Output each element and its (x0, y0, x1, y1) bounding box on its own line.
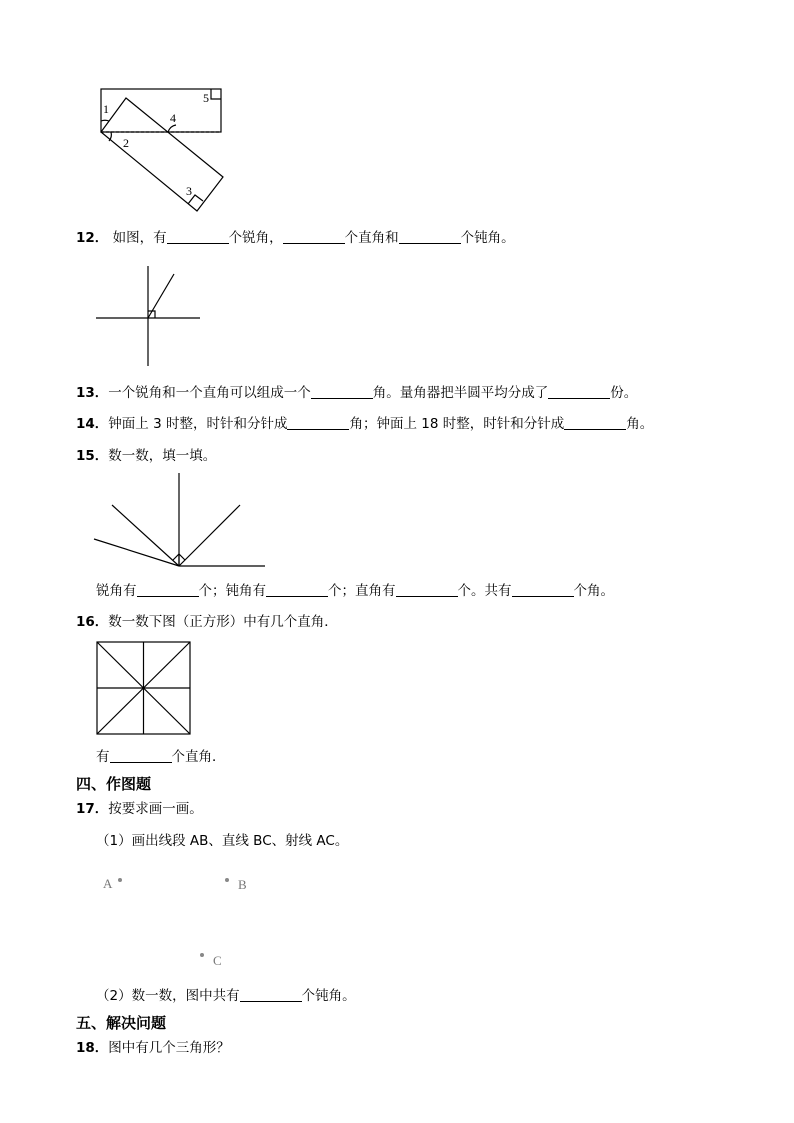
label-5: 5 (203, 91, 209, 105)
question-17-part2: （2）数一数，图中共有 个钝角。 (96, 988, 356, 1004)
answer-blank[interactable] (311, 384, 373, 399)
answer-blank[interactable] (548, 384, 610, 399)
figure-square-divided (96, 641, 192, 735)
answer-blank[interactable] (137, 582, 199, 597)
answer-blank[interactable] (564, 415, 626, 430)
label-3: 3 (186, 184, 192, 198)
point-a-label: A (103, 876, 113, 891)
label-2: 2 (123, 136, 129, 150)
answer-blank[interactable] (512, 582, 574, 597)
label-4: 4 (170, 111, 176, 125)
figure-rectangles-angles (90, 80, 240, 220)
answer-blank[interactable] (399, 229, 461, 244)
answer-blank[interactable] (287, 415, 349, 430)
figure-cross-lines (94, 264, 204, 368)
answer-blank[interactable] (396, 582, 458, 597)
answer-blank[interactable] (167, 229, 229, 244)
section-title-problem-solving: 五、解决问题 (76, 1014, 167, 1032)
point-a-dot (118, 878, 122, 882)
figure-rays-angles (90, 470, 270, 570)
point-b-label: B (238, 877, 247, 892)
question-15-answers: 锐角有 个；钝角有 个；直角有 个。共有 个角。 (96, 583, 614, 599)
point-b-dot (225, 878, 229, 882)
answer-blank[interactable] (110, 748, 172, 763)
angle-arc-4 (168, 125, 176, 132)
question-12: 12． 如图，有 个锐角， 个直角和 个钝角。 (76, 230, 515, 246)
question-13: 13．一个锐角和一个直角可以组成一个 角。量角器把半圆平均分成了 份。 (76, 385, 638, 401)
tilted-rectangle (101, 98, 223, 211)
angle-arc-1 (101, 120, 109, 121)
point-c-dot (200, 953, 204, 957)
section-title-drawing: 四、作图题 (76, 775, 152, 793)
label-1: 1 (103, 102, 109, 116)
answer-blank[interactable] (266, 582, 328, 597)
question-16-title: 16．数一数下图（正方形）中有几个直角． (76, 614, 338, 630)
question-17-title: 17．按要求画一画。 (76, 801, 203, 817)
point-c-label: C (213, 953, 222, 968)
point-a (103, 876, 112, 892)
question-14: 14．钟面上 3 时整，时针和分针成 角；钟面上 18 时整，时针和分针成 角。 (76, 416, 654, 432)
question-18: 18．图中有几个三角形？ (76, 1040, 230, 1056)
question-15-title: 15．数一数，填一填。 (76, 448, 217, 464)
answer-blank[interactable] (283, 229, 345, 244)
question-17-part1: （1）画出线段 AB、直线 BC、射线 AC。 (96, 833, 349, 849)
right-angle-mark-5 (211, 89, 221, 99)
answer-blank[interactable] (240, 987, 302, 1002)
question-16-answer: 有 个直角． (96, 749, 226, 765)
